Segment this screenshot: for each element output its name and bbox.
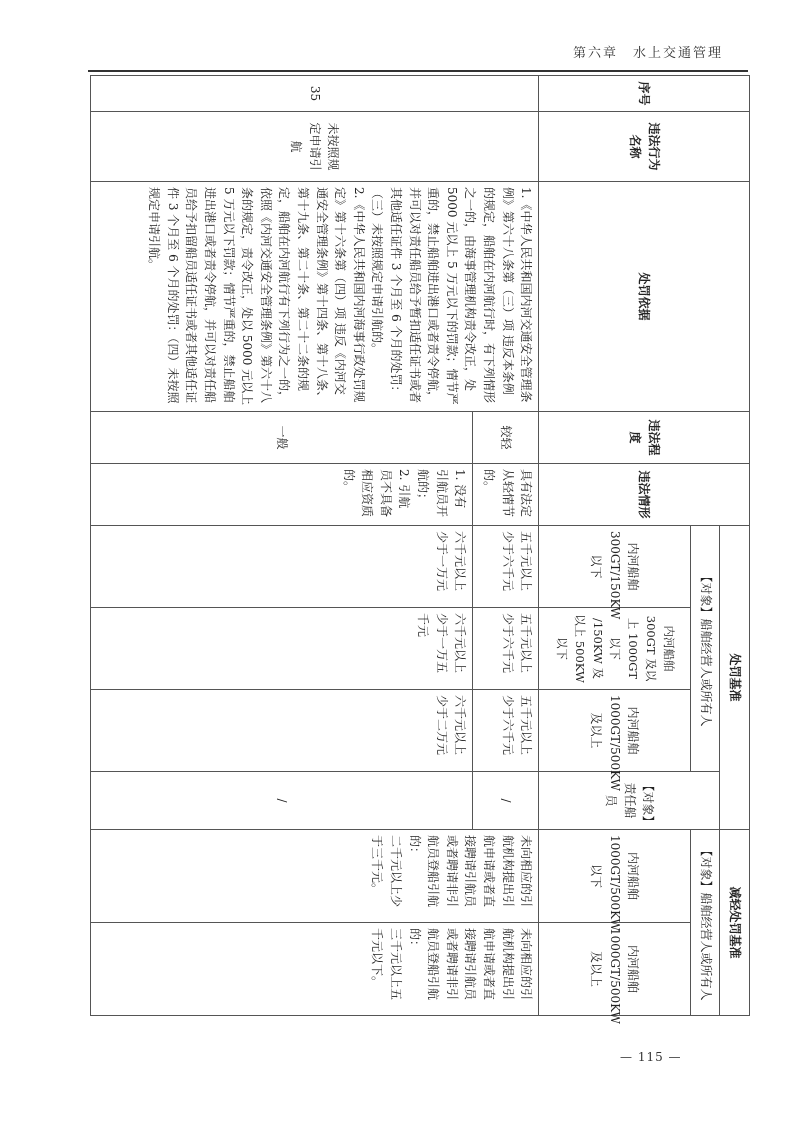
header-col-1000: 内河船舶 1000GT/500KW 及以上 (539, 690, 691, 772)
header-penalty-standard: 处罚基准 (720, 526, 750, 830)
header-degree: 违法程度 (539, 412, 750, 464)
row-penalty-mid-light: 五千元以上少于六千元 (473, 608, 539, 690)
page-header-title: 第六章 水上交通管理 (572, 46, 723, 61)
row-reduced-circumstance: 未向相应的引航机构提出引航申请或者直接聘请引航员或者聘请非引航员登船引航的： (407, 835, 534, 908)
header-reduced-standard: 减轻处罚基准 (720, 830, 750, 1016)
row-seq: 35 (91, 76, 539, 112)
row-degree-general: 一般 (91, 412, 473, 464)
row-circumstance-general: 1. 没有引航员开航的； 2. 引航员不具备相应资质的。 (91, 464, 473, 526)
header-col-mid: 内河船舶 300GT 及以上 1000GT 以下 /150KW 及以上 500KW 以下 (539, 608, 691, 690)
row-penalty-responsible-light: / (473, 772, 539, 830)
header-owner-group: 【对象】船舶经营人或所有人 (691, 526, 721, 772)
row-reduced-circumstance-above: 未向相应的引航机构提出引航申请或者直接聘请引航员或者聘请非引航员登船引航的： (407, 928, 534, 1001)
row-behavior-name: 未按照规定申请引航 (91, 112, 539, 182)
header-basis: 处罚依据 (539, 182, 750, 412)
header-responsible-group: 【对象】责任船员 (539, 772, 720, 830)
header-seq: 序号 (539, 76, 750, 112)
row-reduced-above (91, 923, 539, 1016)
header-owner-group-reduced: 【对象】船舶经营人或所有人 (691, 830, 721, 1016)
header-behavior-name: 违法行为名称 (539, 112, 750, 182)
row-penalty-responsible-general: / (91, 772, 473, 830)
header-circumstance: 违法情形 (539, 464, 750, 526)
row-degree-light: 较轻 (473, 412, 539, 464)
row-penalty-300-light: 五千元以上少于六千元 (473, 526, 539, 608)
header-col-300: 内河船舶 300GT/150KW 以下 (539, 526, 691, 608)
row-penalty-mid-general: 六千元以上少于一万五千元 (91, 608, 473, 690)
row-reduced-below (91, 830, 539, 923)
row-circumstance-light: 具有法定从轻情节的。 (473, 464, 539, 526)
row-reduced-above-amount: 三千元以上五千元以下。 (370, 928, 404, 1001)
row-reduced-below-amount: 二千元以上少于三千元。 (370, 835, 404, 908)
row-penalty-1000-light: 五千元以上少于六千元 (473, 690, 539, 772)
penalty-table (90, 75, 750, 1024)
row-penalty-300-general: 六千元以上少于一万元 (91, 526, 473, 608)
page-number: — 115 — (620, 1050, 682, 1064)
header-rule (88, 70, 748, 72)
row-penalty-1000-general: 六千元以上少于二万元 (91, 690, 473, 772)
header-col-1000-below: 内河船舶 1000GT/500KW 以下 (539, 830, 691, 923)
header-col-1000-above: 内河船舶 1000GT/500KW 及以上 (539, 923, 691, 1016)
row-basis: 1.《中华人民共和国内河交通安全管理条例》第六十八条第（三）项 违反本条例的规定，船舶在内河航行时，有下列情形之一的，由海事管理机构责令改正，处 5000 元以上 5 万元以下的罚款；情节严重的，禁止船舶进出港口或者责令停航，并可以对责任船员给予暂扣适任证书或者其他适任证件 3 个月至 6 个月的处罚：（三）未按照规定申请引航的。 2.《中华人民共和国内河海事行政处罚规定》第十六条第（四）项 违反《内河交通安全管理条例》第十四条、第十八条、第十九条、第二十条、第二十二条的规定，船舶在内河航行有下列行为之一的，依照《内河交通安全管理条例》第六十八条的规定，责令改正，处以 5000 元以上 5 万元以下罚款；情节严重的，禁止船舶进出港口或者责令停航，并可以对责任船员给予扣留船员适任证书或者其他适任证件 3 个月至 6 个月的处罚：（四）未按照规定申请引航。 (91, 182, 539, 412)
